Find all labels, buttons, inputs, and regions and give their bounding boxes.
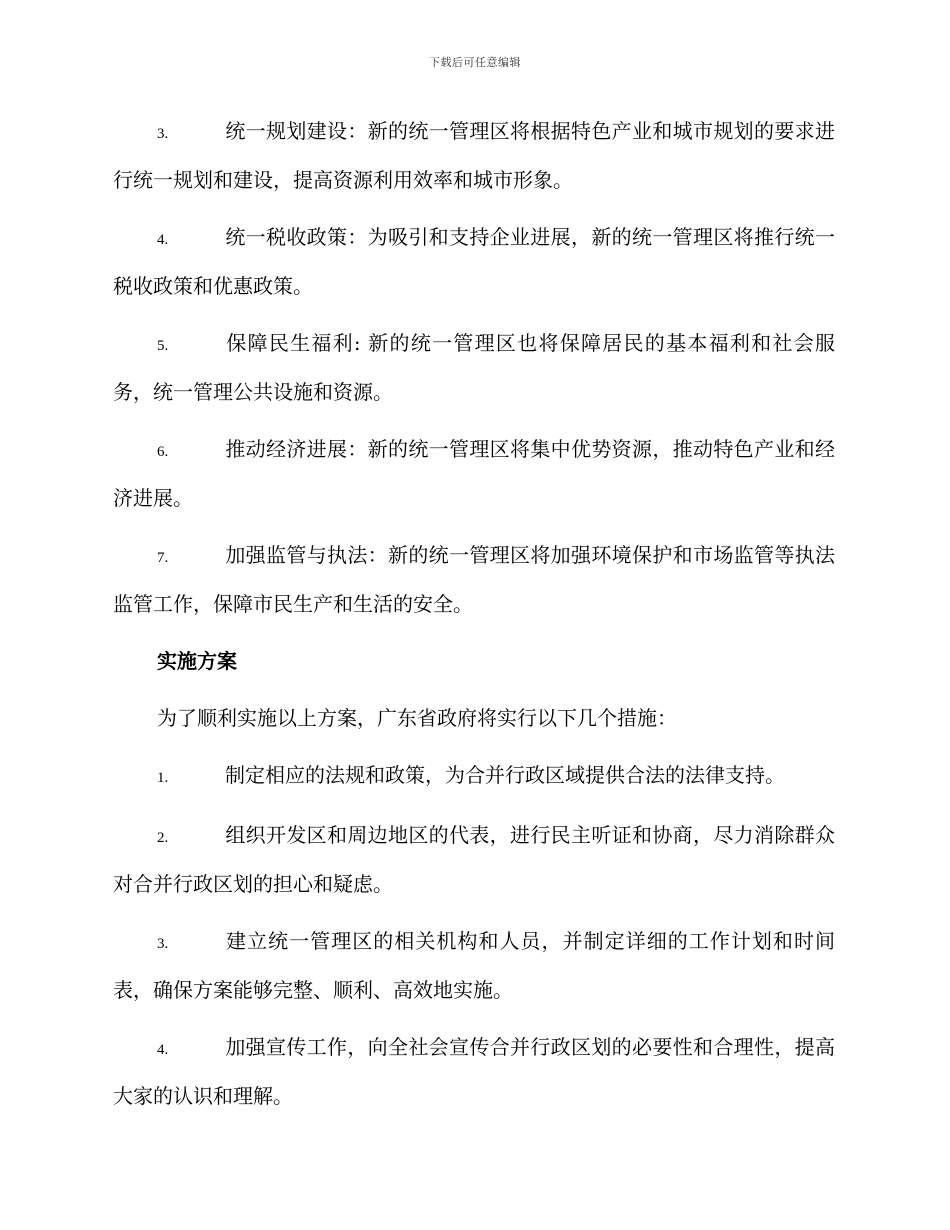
list-item-number: 2. [157, 830, 169, 846]
list-item-number: 5. [157, 338, 169, 354]
list-item [113, 320, 835, 415]
section-intro: 为了顺利实施以上方案，广东省政府将实行以下几个措施： [157, 706, 677, 730]
document-body [113, 108, 835, 1130]
list-item-number: 1. [157, 770, 169, 786]
list-item [113, 214, 835, 309]
list-item [113, 752, 835, 801]
list-item [113, 812, 835, 907]
list-item-number: 7. [157, 550, 169, 566]
list-item [113, 426, 835, 521]
list-item-number: 3. [157, 936, 169, 952]
list-item-text: 统一规划建设：新的统一管理区将根据特色产业和城市规划的要求进行统一规划和建设，提高资源利用效率和城市形象。 [113, 119, 835, 192]
list-item [113, 918, 835, 1013]
list-item-text: 制定相应的法规和政策，为合并行政区域提供合法的法律支持。 [225, 763, 785, 787]
list-item [113, 1024, 835, 1119]
list-item-number: 3. [157, 126, 169, 142]
page-header: 下载后可任意编辑 [429, 56, 521, 69]
list-item-text: 推动经济进展：新的统一管理区将集中优势资源，推动特色产业和经济进展。 [113, 437, 835, 510]
list-item-text: 加强宣传工作，向全社会宣传合并行政区划的必要性和合理性，提高大家的认识和理解。 [113, 1035, 835, 1108]
list-item-text: 保障民生福利: 新的统一管理区也将保障居民的基本福利和社会服务，统一管理公共设施和资源。 [113, 331, 835, 404]
list-item [113, 108, 835, 203]
list-item-text: 组织开发区和周边地区的代表，进行民主听证和协商，尽力消除群众对合并行政区划的担心和疑虑。 [113, 823, 835, 896]
list-item-number: 6. [157, 444, 169, 460]
list-item-text: 建立统一管理区的相关机构和人员，并制定详细的工作计划和时间表，确保方案能够完整、顺利、高效地实施。 [113, 929, 835, 1002]
section-heading: 实施方案 [157, 649, 237, 673]
list-item-text: 统一税收政策：为吸引和支持企业进展，新的统一管理区将推行统一税收政策和优惠政策。 [113, 225, 835, 298]
list-item [113, 532, 835, 627]
list-item-number: 4. [157, 232, 169, 248]
list-item-text: 加强监管与执法：新的统一管理区将加强环境保护和市场监管等执法监管工作，保障市民生产和生活的安全。 [113, 543, 835, 616]
list-item-number: 4. [157, 1042, 169, 1058]
